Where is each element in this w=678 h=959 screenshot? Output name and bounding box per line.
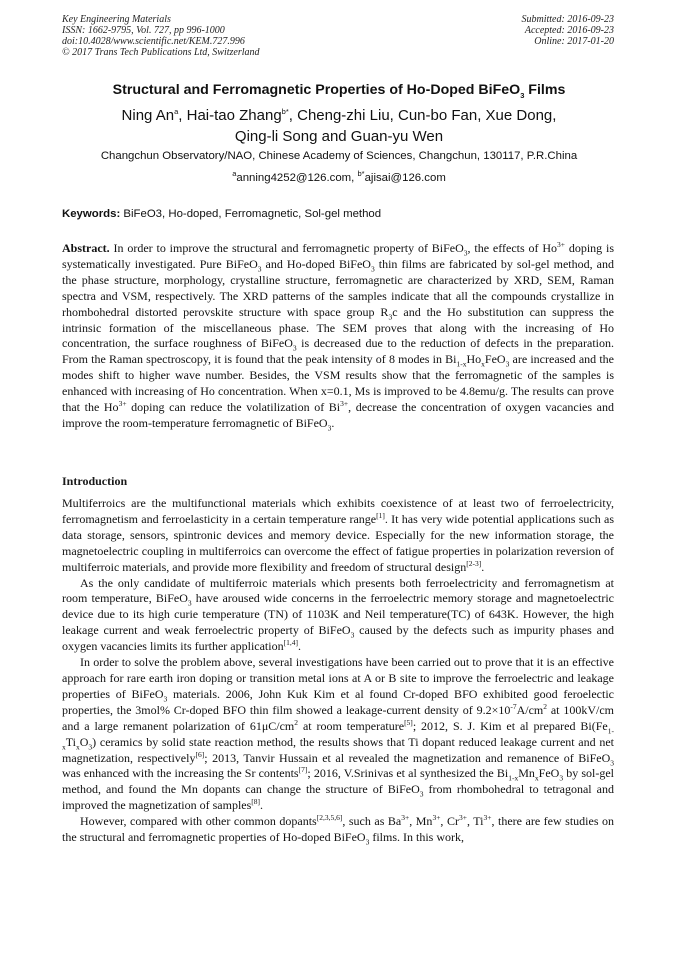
copyright-line: © 2017 Trans Tech Publications Ltd, Switzerland xyxy=(62,47,260,58)
author-others: Cheng-zhi Liu, Cun-bo Fan, Xue Dong, xyxy=(297,107,557,124)
affiliation: Changchun Observatory/NAO, Chinese Academy of Sciences, Changchun, 130117, P.R.China xyxy=(100,150,578,162)
online-date: Online: 2017-01-20 xyxy=(534,36,614,47)
header-right xyxy=(522,14,615,47)
keywords xyxy=(62,208,614,220)
journal-name: Key Engineering Materials xyxy=(62,14,171,25)
intro-paragraph: However, compared with other common dopants[2,3,5,6], such as $Ba^{3+}$, $Mn^{3+}$, $Cr^{3+}$, $Ti^{3+}$, there are few studies on the structural and ferromagnetic properties of Ho-doped BiFeO$_3$ films. In this work, xyxy=(62,813,615,847)
header-left xyxy=(62,14,260,58)
accepted-date: Accepted: 2016-09-23 xyxy=(524,25,614,36)
author-others-2: Qing-li Song and Guan-yu Wen xyxy=(234,128,444,145)
intro-paragraph: Multiferroics are the multifunctional materials which exhibits coexistence of at least two of ferroelectricity, ferromagnetism and ferroelasticity in a certain temperature range[1]. It has very wide potential applications such as data storage, sensors, spintronic devices and memory device. Especially for the new information storage, the magnetoelectric coupling in multiferroics can overcome the effect of fatigue properties in polarization reversion of multiferroic materials, and provide more flexibility and freedom of structural design[2-3]. xyxy=(62,496,614,574)
paper-title: Structural and Ferromagnetic Properties of Ho-Doped BiFeO$_3$ Films xyxy=(112,82,566,100)
keywords-label: Keywords: xyxy=(62,208,121,220)
issn-line: ISSN: 1662-9795, Vol. 727, pp 996-1000 xyxy=(62,25,225,36)
author-1: Ning An xyxy=(121,107,175,124)
author-2: Hai-tao Zhang xyxy=(186,107,282,124)
submitted-date: Submitted: 2016-09-23 xyxy=(521,14,614,25)
intro-paragraph: As the only candidate of multiferroic materials which presents both ferroelectricity and ferromagnetism at room temperature, BiFeO$_3$ have aroused wide concerns in the ferroelectric memory storage and magnetoelectric device due to its high curie temperature (TN) of 1103K and Neil temperature(TC) of 643K. However, the high leakage current and weak ferroelectric property of BiFeO$_3$ caused by the defects such as impurity phases and oxygen vacancies limits its further application[1,4]. xyxy=(62,575,614,654)
email-a: anning4252@126.com, xyxy=(236,172,355,184)
email-b: ajisai@126.com xyxy=(364,172,446,184)
section-heading-introduction: Introduction xyxy=(62,474,128,488)
intro-paragraph: In order to solve the problem above, several investigations have been carried out to prove that it is an effective approach for rare earth iron doping or transition metal ions at A or B site to improve the ferroelectric and leakage properties of BiFeO$_3$ materials. 2006, John Kuk Kim et al found Cr-doped BFO exhibited good feroelectic properties, the 3mol% Cr-doped BFO thin film showed a leakage-current density of $9.2\times 10^{-7}A/cm^2$ at 100kV/cm and a large remanent polarization of $61\mu C/cm^2$ at room temperature[5]; 2012, S. J. Kim et al prepared $Bi(Fe_{1-x}Ti_xO_3)$ ceramics by solid state reaction method, the results shows that Ti dopant reduced leakage current and net magnetization, respectively[6]; 2013, Tanvir Hussain et al revealed the magnetization and remanence of BiFeO$_3$ was enhanced with the increasing the Sr contents[7]; 2016, V.Srinivas et al synthesized the $Bi_{1-x}Mn_xFeO_3$ by sol-gel method, and found the Mn dopants can change the structure of BiFeO$_3$ from rhombohedral to tetragonal and improved the magnetization of samples[8]. xyxy=(62,655,615,813)
keywords-value: BiFeO3, Ho-doped, Ferromagnetic, Sol-gel method xyxy=(123,208,382,220)
doi-line: doi:10.4028/www.scientific.net/KEM.727.996 xyxy=(62,36,245,47)
author-list: Ning An$^a$, Hai-tao Zhang$^{b*}$, Cheng-zhi Liu, Cun-bo Fan, Xue Dong, Qing-li Song and Guan-yu Wen xyxy=(121,107,557,145)
abstract-label: Abstract. xyxy=(62,241,110,255)
introduction-body xyxy=(62,496,614,846)
abstract: Abstract. In order to improve the structural and ferromagnetic property of BiFeO$_3$, the effects of $Ho^{3+}$ doping is systematically investigated. Pure BiFeO$_3$ and Ho-doped BiFeO$_3$ thin films are fabricated by sol-gel method, and the phase structure, morphology, crystalline structure, ferromagnetic are characterized by XRD, SEM, Raman spectra and VSM, respectively. The XRD patterns of the samples indicate that all the compounds crystallize in rhombohedral distorted perovskite structure with space group $R_3c$ and the Ho substitution can suppress the intrinsic formation of the miscellaneous phase. The SEM proves that along with the increasing of Ho concentration, the surface roughness of BiFeO$_3$ is decreased due to the reduction of defects in the preparation. From the Raman spectroscopy, it is found that the peak intensity of 8 modes in $Bi_{1-x}Ho_xFeO_3$ are increased and the modes shift to higher wave number. Besides, the VSM results show that the ferromagnetic of the samples is enhanced with increasing of Ho concentration. When x=0.1, Ms is improved to be 4.8emu/g. The results can prove that the $Ho^{3+}$ doping can reduce the volatilization of $Bi^{3+}$, decrease the concentration of oxygen vacancies and improve the room-temperature ferromagnetic of BiFeO$_3$. xyxy=(62,240,615,433)
email-line: $^a$anning4252@126.com, $^{b*}$ajisai@126.com xyxy=(232,169,446,184)
